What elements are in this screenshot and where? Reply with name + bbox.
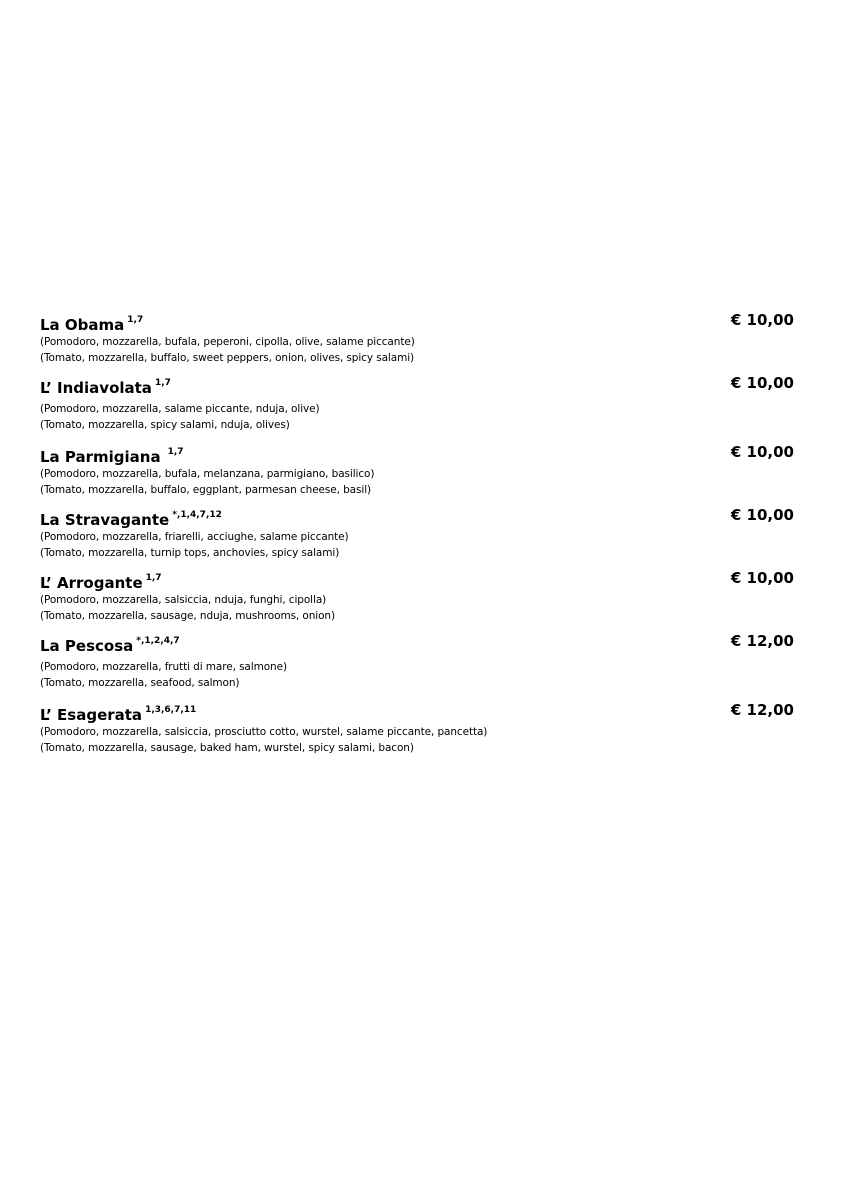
allergen-codes: 1,7: [145, 573, 162, 583]
menu-item-description-en: (Tomato, mozzarella, buffalo, eggplant, parmesan cheese, basil): [40, 484, 372, 496]
allergen-codes: *,1,2,4,7: [136, 636, 180, 646]
menu-item-description-en: (Tomato, mozzarella, buffalo, sweet peppers, onion, olives, spicy salami): [40, 352, 415, 364]
menu-item-l-indiavolata: [40, 375, 796, 433]
menu-item-name: La Stravagante: [40, 511, 170, 529]
allergen-codes: *,1,4,7,12: [172, 510, 222, 520]
menu-item-name-wrap: [40, 633, 180, 656]
menu-item-description-it: (Pomodoro, mozzarella, salame piccante, nduja, olive): [40, 403, 320, 415]
menu-item-header: [40, 633, 796, 659]
menu-item-description-en: (Tomato, mozzarella, spicy salami, nduja, olives): [40, 419, 290, 431]
menu-item-name: L’ Indiavolata: [40, 379, 152, 397]
menu-item-description-en: (Tomato, mozzarella, sausage, nduja, mushrooms, onion): [40, 610, 335, 622]
menu-item-description-it: (Pomodoro, mozzarella, frutti di mare, salmone): [40, 661, 287, 673]
menu-item-name-wrap: [40, 702, 196, 725]
menu-item-description-en: (Tomato, mozzarella, seafood, salmon): [40, 677, 240, 689]
menu-item-name-wrap: [40, 375, 171, 398]
menu-item-price: € 12,00: [730, 701, 794, 719]
menu-item-description-en: (Tomato, mozzarella, turnip tops, anchovies, spicy salami): [40, 547, 340, 559]
menu-item-name-wrap: [40, 507, 222, 530]
menu-item-name: La Obama: [40, 316, 125, 334]
menu-item-name-wrap: [40, 312, 143, 335]
menu-item-price: € 10,00: [730, 311, 794, 329]
menu-item-header: [40, 312, 796, 334]
allergen-codes: 1,7: [167, 447, 184, 457]
menu-item-name: L’ Arrogante: [40, 574, 143, 592]
menu-item-header: [40, 375, 796, 401]
menu-item-l-esagerata: [40, 702, 796, 756]
menu-item-price: € 10,00: [730, 443, 794, 461]
menu-item-header: [40, 444, 796, 466]
menu-item-l-arrogante: [40, 570, 796, 624]
menu-item-header: [40, 570, 796, 592]
menu-item-la-obama: [40, 312, 796, 366]
menu-item-name-wrap: [40, 570, 162, 593]
menu-item-description-it: (Pomodoro, mozzarella, bufala, peperoni, cipolla, olive, salame piccante): [40, 336, 415, 348]
menu-item-description-it: (Pomodoro, mozzarella, salsiccia, prosciutto cotto, wurstel, salame piccante, pancetta): [40, 726, 488, 738]
menu-item-price: € 10,00: [730, 506, 794, 524]
menu-item-la-stravagante: [40, 507, 796, 561]
menu-item-price: € 10,00: [730, 374, 794, 392]
menu-item-header: [40, 507, 796, 529]
menu-item-description-it: (Pomodoro, mozzarella, friarelli, acciughe, salame piccante): [40, 531, 349, 543]
menu-item-description-en: (Tomato, mozzarella, sausage, baked ham, wurstel, spicy salami, bacon): [40, 742, 414, 754]
menu-item-price: € 12,00: [730, 632, 794, 650]
menu-item-la-pescosa: [40, 633, 796, 691]
menu-item-la-parmigiana: [40, 444, 796, 498]
allergen-codes: 1,7: [154, 378, 171, 388]
menu-item-description-it: (Pomodoro, mozzarella, bufala, melanzana, parmigiano, basilico): [40, 468, 375, 480]
menu-item-description-it: (Pomodoro, mozzarella, salsiccia, nduja, funghi, cipolla): [40, 594, 327, 606]
menu-item-price: € 10,00: [730, 569, 794, 587]
allergen-codes: 1,7: [127, 315, 144, 325]
allergen-codes: 1,3,6,7,11: [145, 705, 197, 715]
menu-item-name-wrap: [40, 444, 184, 467]
menu-item-name: L’ Esagerata: [40, 706, 143, 724]
menu-item-header: [40, 702, 796, 724]
menu-item-name: La Pescosa: [40, 637, 134, 655]
menu-item-name: La Parmigiana: [40, 448, 161, 466]
